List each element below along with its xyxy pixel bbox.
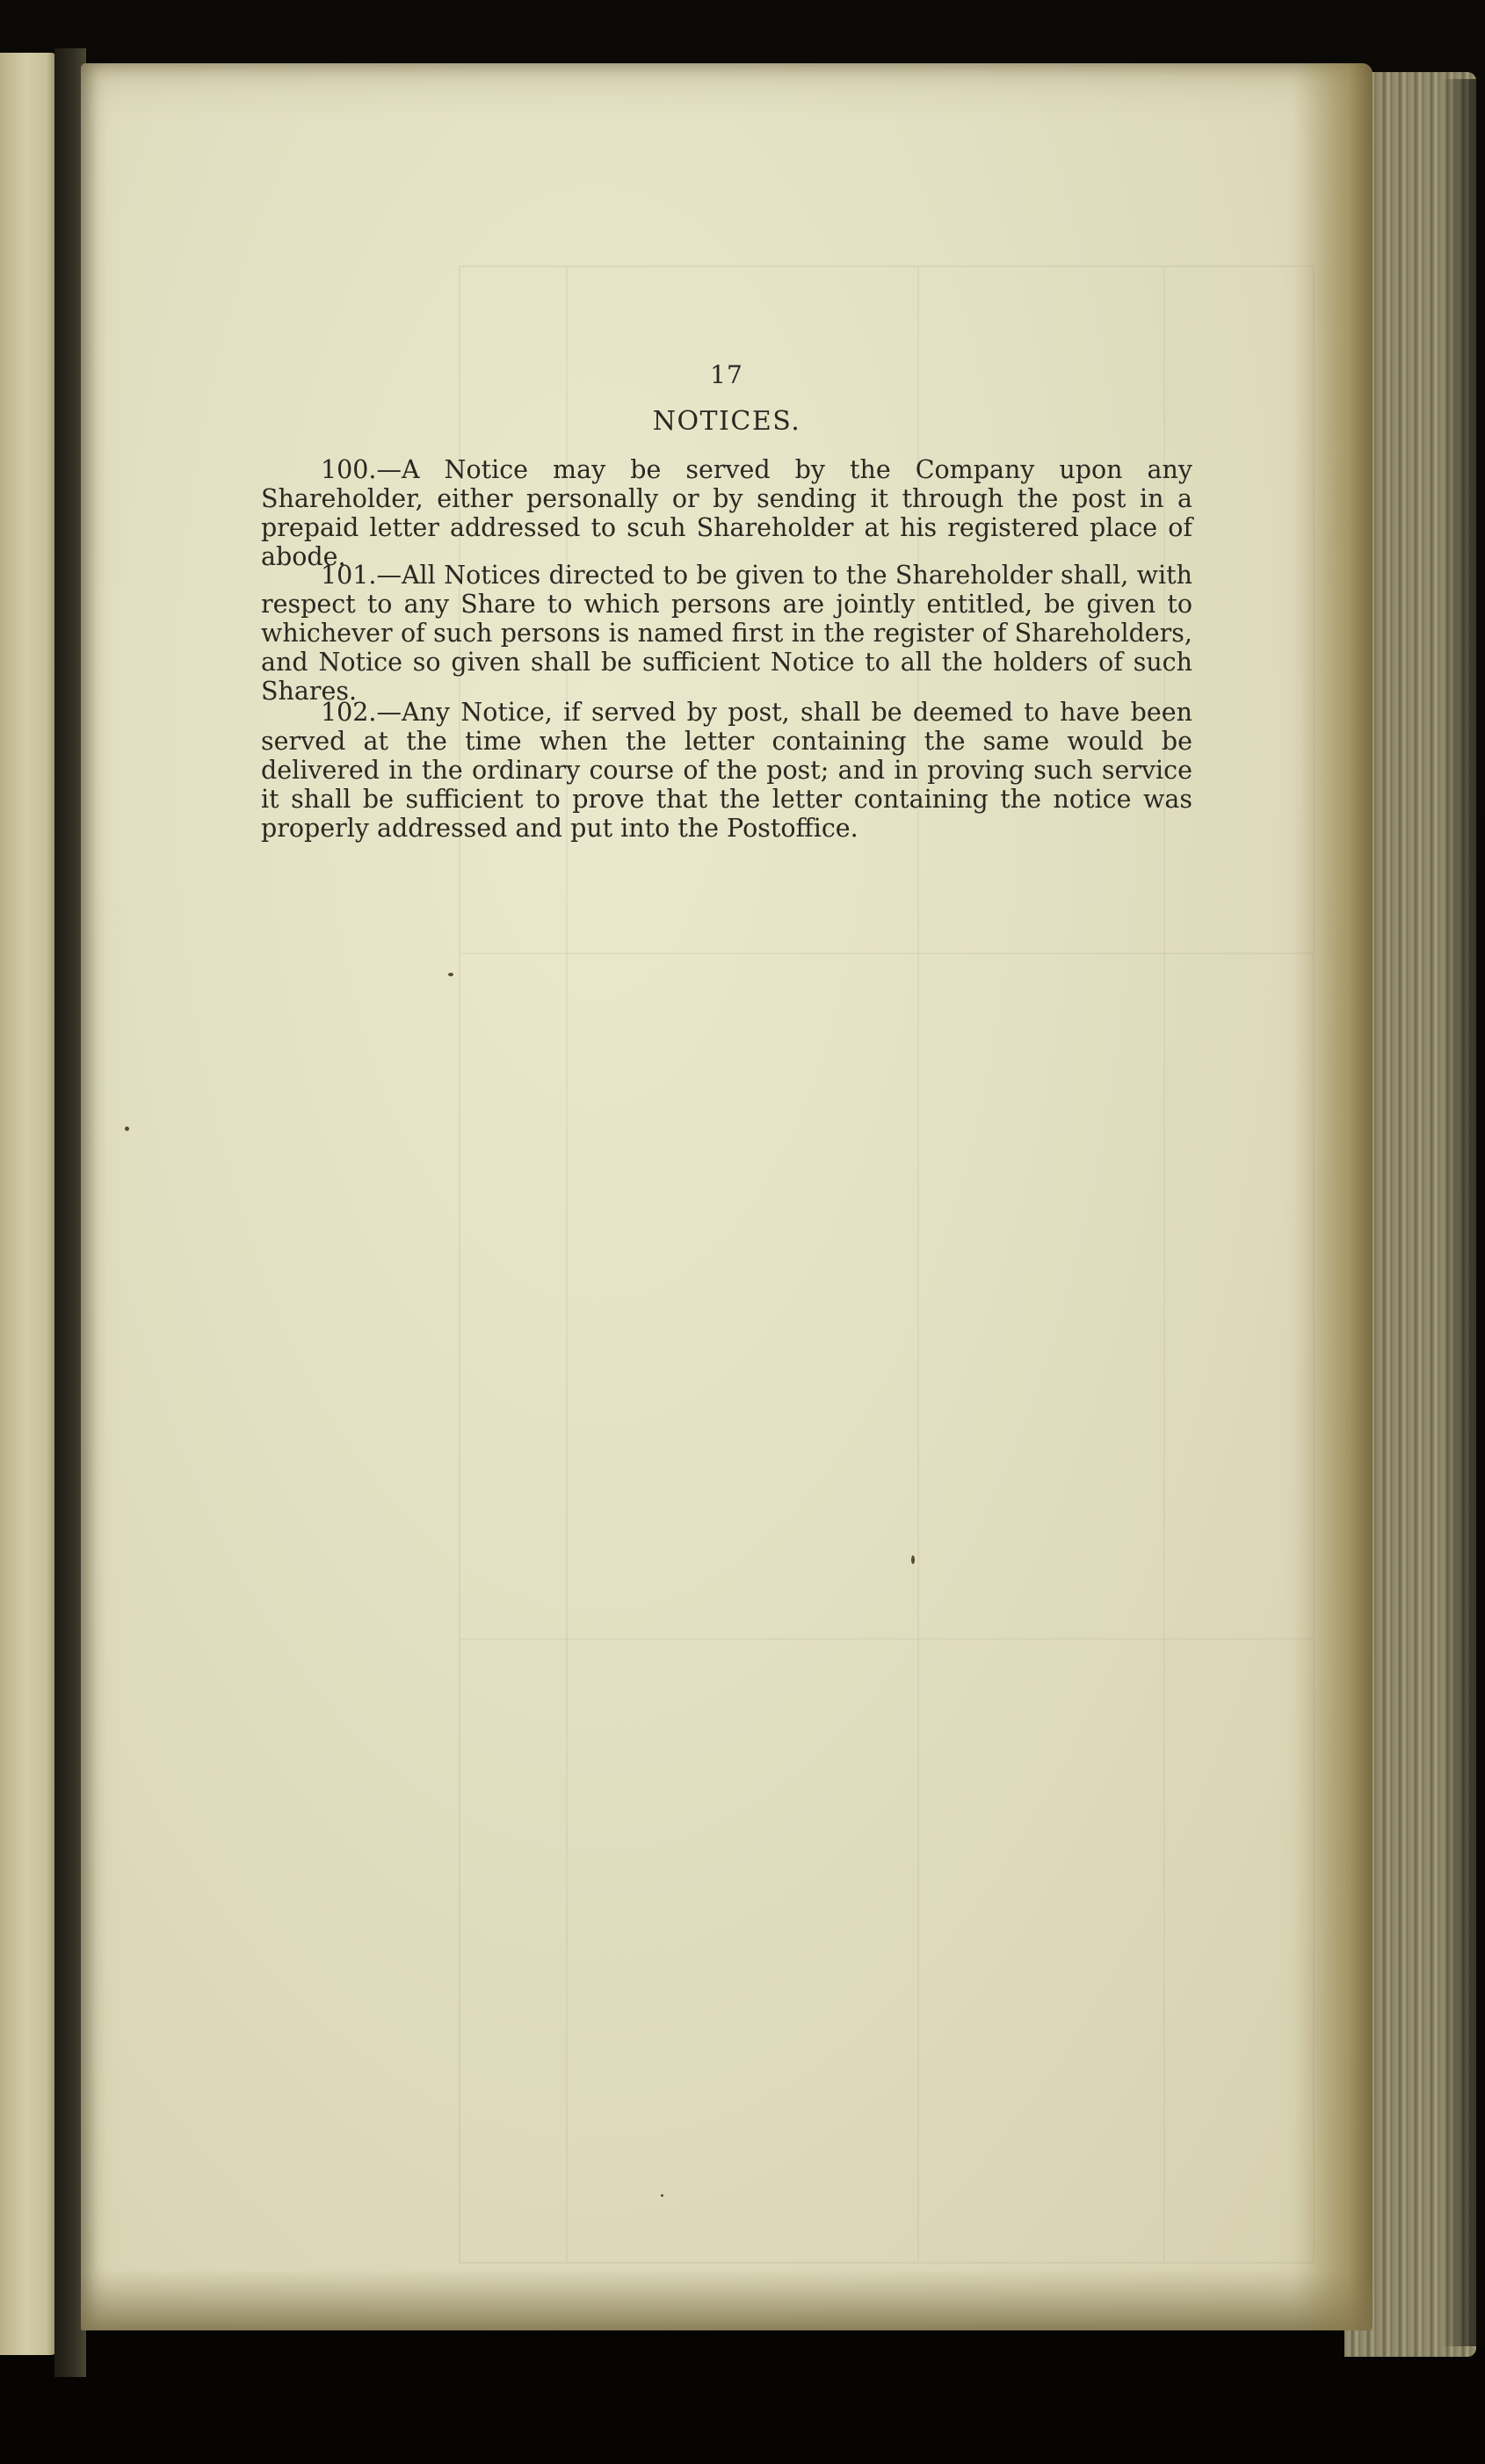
document-page [81, 63, 1373, 2330]
paper-speck [125, 1127, 129, 1131]
paragraph-102: 102.—Any Notice, if served by post, shall be deemed to have been served at the time when the letter containing the same would be delivered in the ordinary course of the post; and in proving such service it shall be sufficient to prove that the letter containing the notice was properly addressed and put into the Postoffice. [261, 698, 1192, 843]
page-edges-shadow [1441, 79, 1485, 2346]
page-edge-stain [1293, 63, 1373, 2330]
section-heading: NOTICES. [652, 406, 801, 437]
facing-page-edge [0, 53, 58, 2355]
paper-speck [911, 1555, 915, 1564]
paragraph-100: 100.—A Notice may be served by the Company upon any Shareholder, either personally or by sending it through the post in a prepaid letter addressed to scuh Shareholder at his registered place of abode. [261, 455, 1192, 571]
paper-speck [448, 973, 453, 976]
page-bottom-stain [81, 2269, 1373, 2330]
paper-speck [661, 2194, 663, 2197]
page-number: 17 [710, 360, 743, 389]
paragraph-101: 101.—All Notices directed to be given to the Shareholder shall, with respect to any Share to which persons are jointly entitled, be given to whichever of such persons is named first in the register of Shareholders, and Notice so given shall be sufficient Notice to all the holders of such Shares. [261, 561, 1192, 706]
